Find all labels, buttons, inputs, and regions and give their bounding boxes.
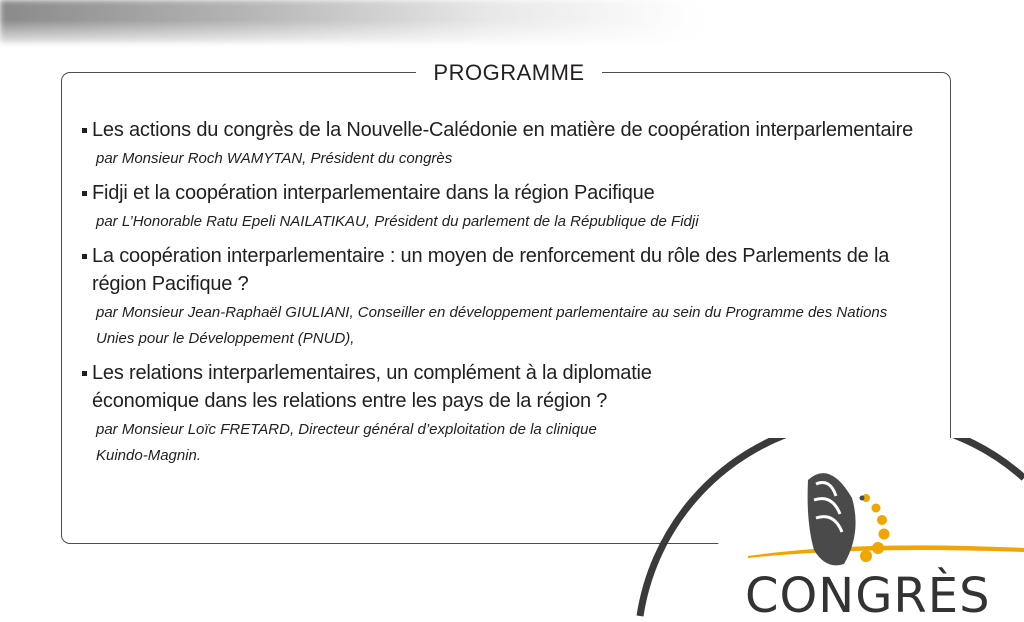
top-gradient-fade <box>0 20 760 50</box>
congres-logo <box>630 438 1024 622</box>
logo-text: CONGRÈS <box>745 568 991 622</box>
programme-item <box>72 116 932 172</box>
item-title: Les relations interparlementaires, un complément à la diplomatie économique dans les relations entre les pays de la région ? <box>92 362 652 412</box>
bullet-icon <box>82 254 87 259</box>
programme-list <box>72 116 932 476</box>
bullet-icon <box>82 191 87 196</box>
item-title: Fidji et la coopération interparlementaire dans la région Pacifique <box>92 182 655 204</box>
programme-title: PROGRAMME <box>416 60 602 86</box>
programme-item <box>72 179 932 235</box>
item-author: par Monsieur Loïc FRETARD, Directeur général d’exploitation de la clinique Kuindo-Magnin. <box>96 421 597 464</box>
bullet-icon <box>82 128 87 133</box>
programme-item <box>72 242 932 352</box>
item-title: Les actions du congrès de la Nouvelle-Calédonie en matière de coopération interparlementaire <box>92 119 913 141</box>
bullet-icon <box>82 371 87 376</box>
item-author: par Monsieur Roch WAMYTAN, Président du congrès <box>96 150 453 167</box>
item-author: par L’Honorable Ratu Epeli NAILATIKAU, Président du parlement de la République de Fidji <box>96 213 699 230</box>
item-author: par Monsieur Jean-Raphaël GIULIANI, Conseiller en développement parlementaire au sein du Programme des Nations Unies pour le Développement (PNUD), <box>96 304 888 347</box>
item-title: La coopération interparlementaire : un moyen de renforcement du rôle des Parlements de la région Pacifique ? <box>92 245 890 295</box>
